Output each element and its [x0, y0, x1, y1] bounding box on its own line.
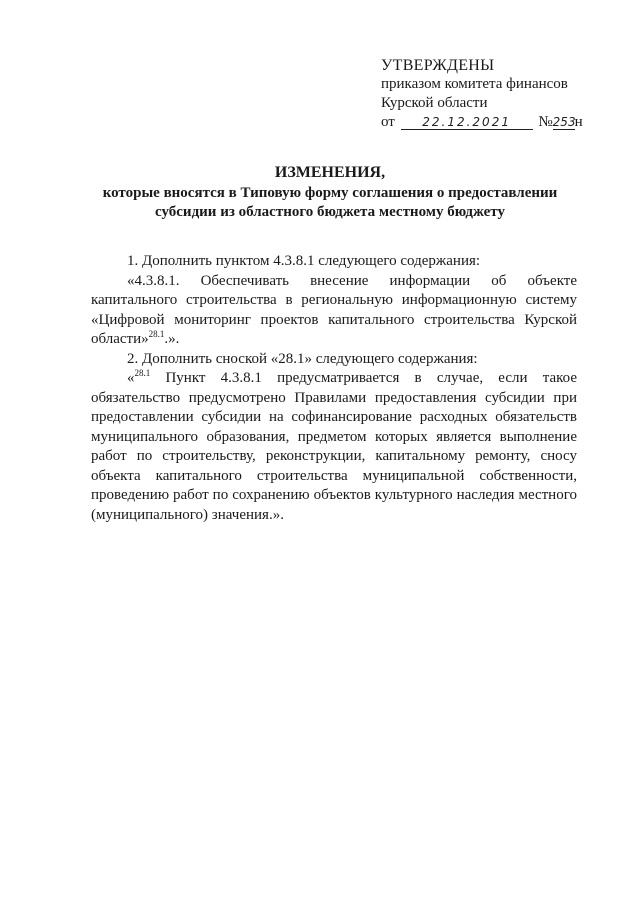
document-body	[91, 252, 577, 525]
heading-subtitle: которые вносятся в Типовую форму соглашения о предоставлении субсидии из областного бюджета местному бюджету	[102, 185, 558, 220]
item-1-end: .».	[164, 331, 180, 347]
item-1-text	[91, 272, 577, 350]
approval-line-2: Курской области	[381, 95, 488, 111]
item-2-content: Пункт 4.3.8.1 предусматривается в случае, если такое обязательство предусмотрено Правилами предоставления субсидии при предоставлении субсидии на софинансирование расходных обязательств муниципального образования, предметом которых является выполнение работ по строительству, реконструкции, капитальному ремонту, сносу объекта капитального строительства муниципальной собственности, проведению работ по сохранению объектов культурного наследия местного (муниципального) значения.».	[91, 370, 577, 523]
number-suffix: н	[574, 114, 583, 130]
item-1-content: «4.3.8.1. Обеспечивать внесение информации об объекте капитального строительства в региональную информационную систему «Цифровой мониторинг проектов капитального строительства Курской области»	[91, 272, 577, 347]
number-sign: №	[538, 114, 553, 130]
heading-title: ИЗМЕНЕНИЯ,	[274, 164, 386, 181]
document-heading	[80, 163, 580, 222]
item-1-intro: 1. Дополнить пунктом 4.3.8.1 следующего содержания:	[127, 253, 481, 269]
footnote-ref-2: 28.1	[134, 368, 151, 378]
approval-title: УТВЕРЖДЕНЫ	[381, 57, 495, 74]
item-2-text	[91, 369, 577, 525]
item-2-intro: 2. Дополнить сноской «28.1» следующего содержания:	[127, 350, 478, 367]
handwritten-number: 253	[552, 115, 576, 129]
approval-date-line	[381, 113, 611, 132]
approval-line-1: приказом комитета финансов	[381, 76, 568, 92]
approval-block	[381, 56, 611, 132]
handwritten-date: 22.12.2021	[401, 115, 533, 130]
item-2-open-quote: «	[127, 370, 135, 386]
date-prefix: от	[381, 114, 395, 130]
footnote-ref-1: 28.1	[148, 329, 165, 339]
